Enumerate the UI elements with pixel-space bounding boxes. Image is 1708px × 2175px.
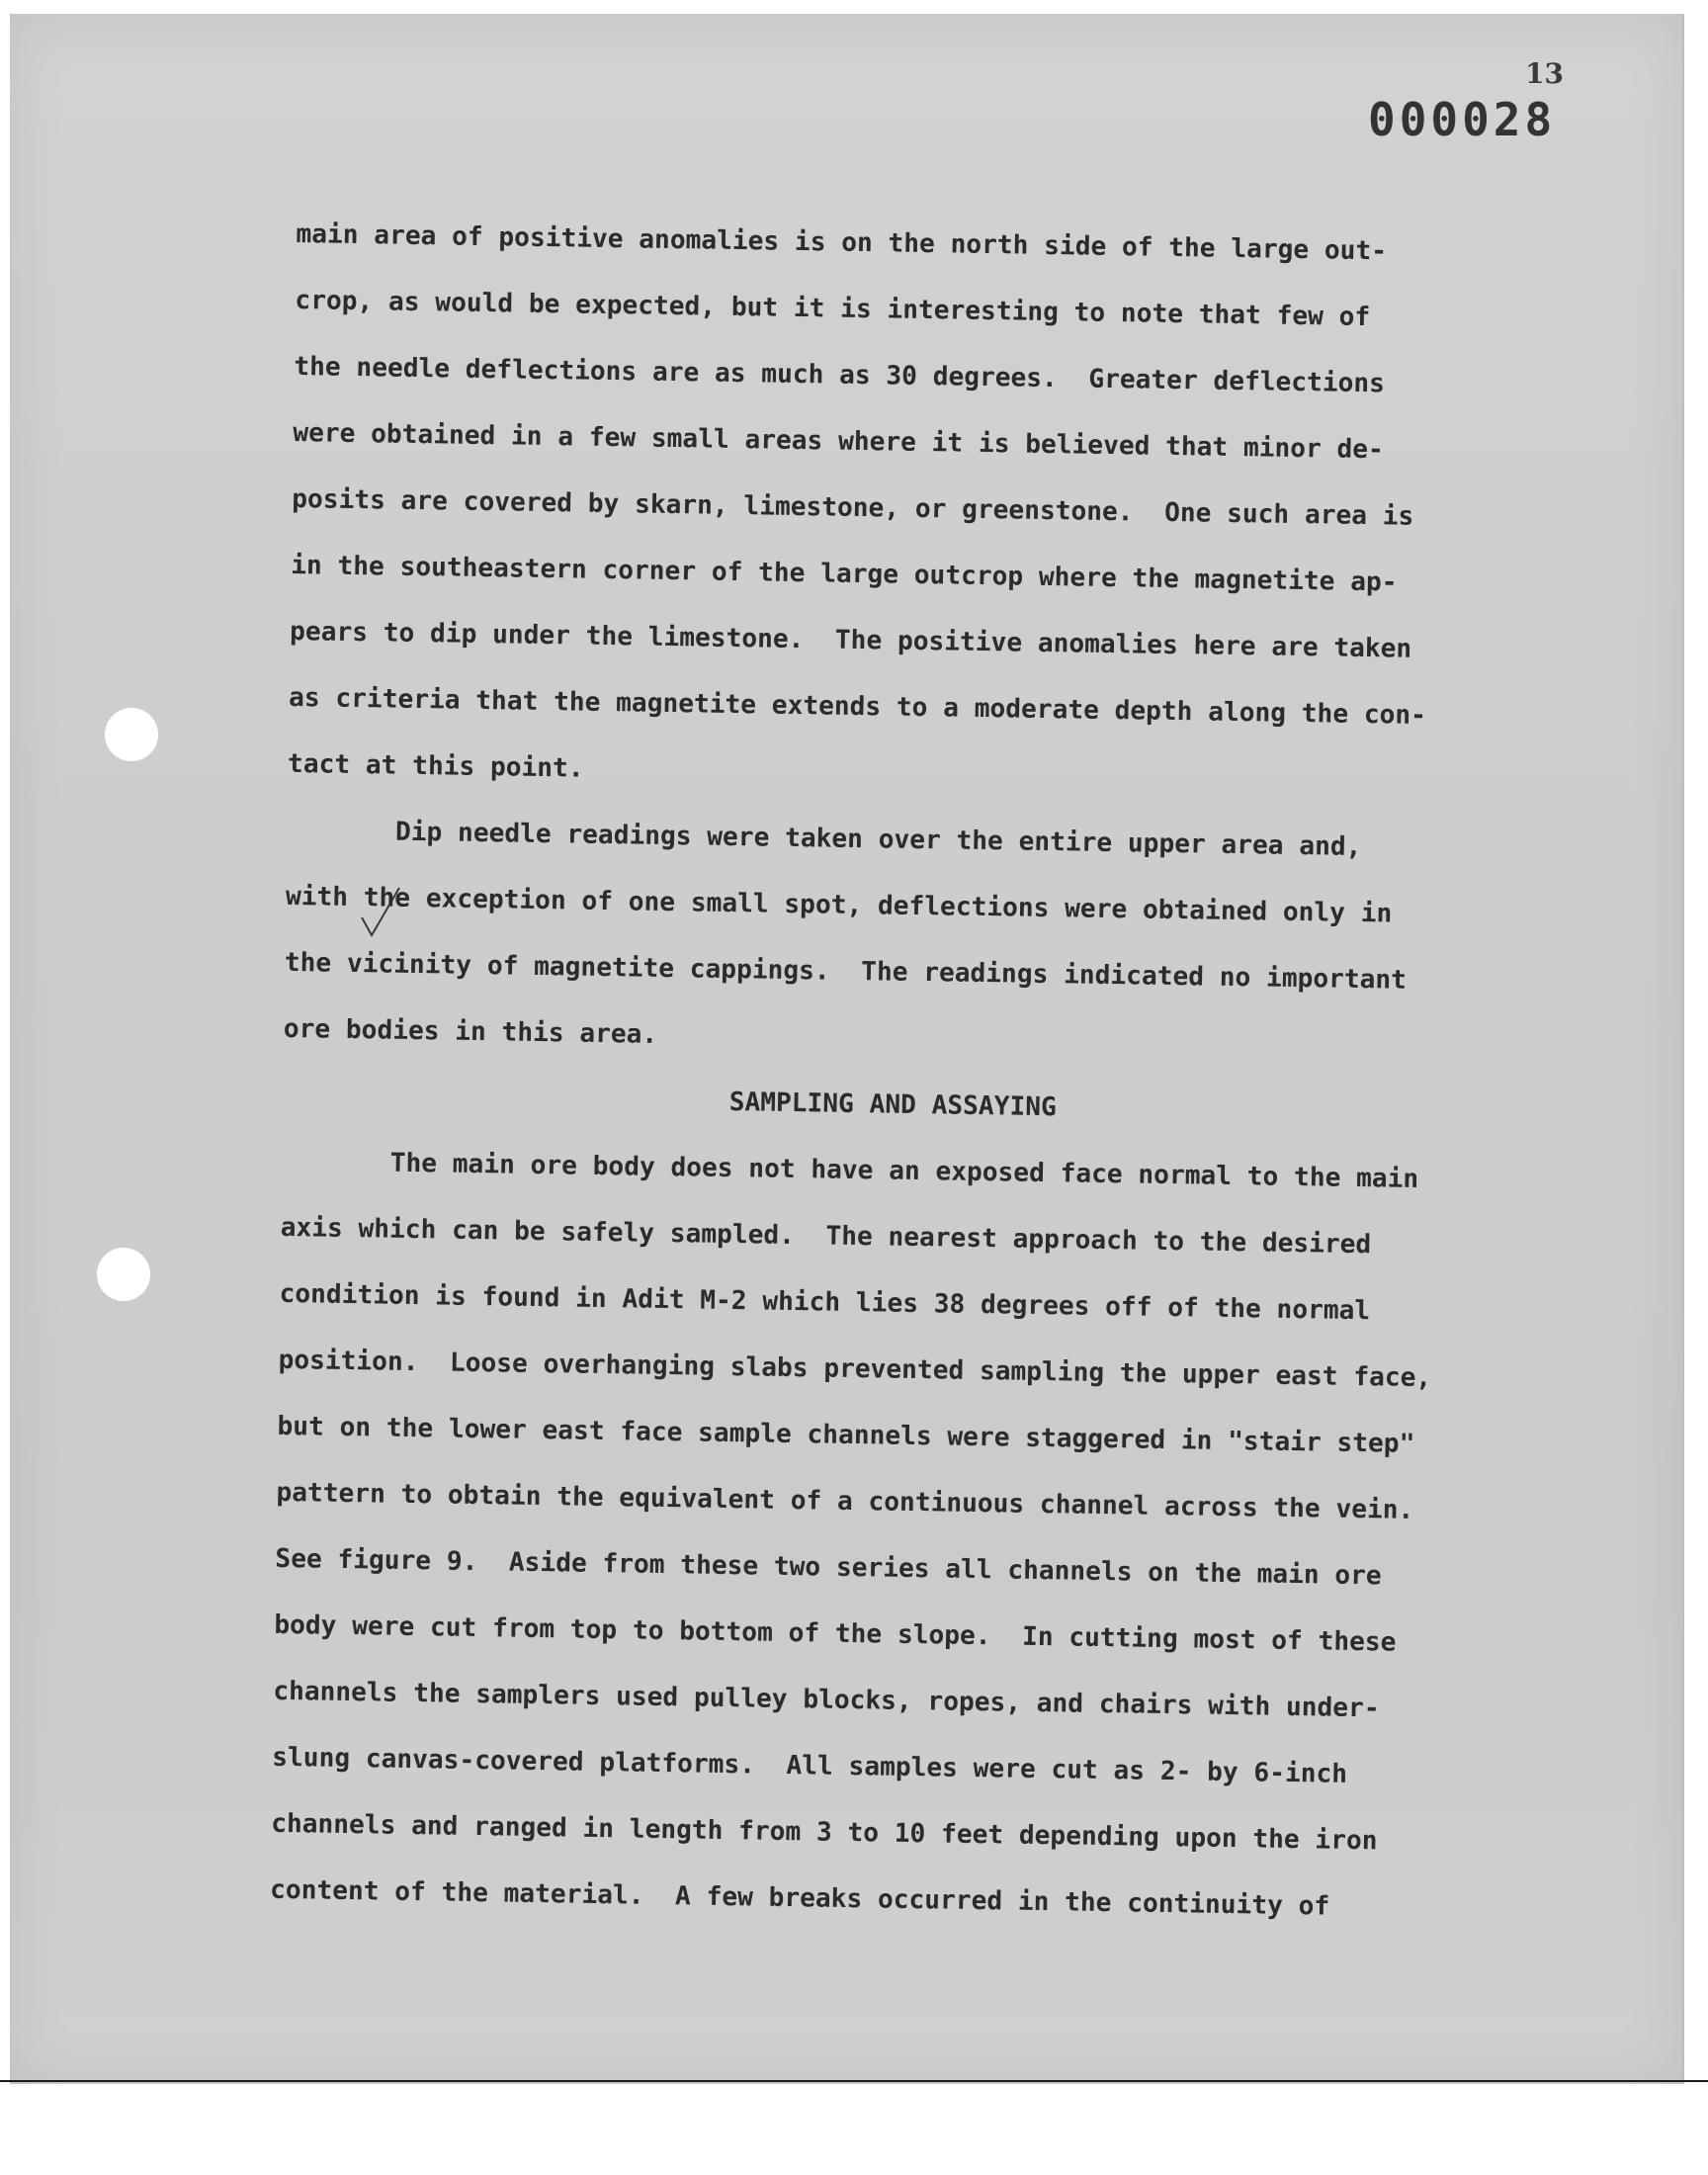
text-line: condition is found in Adit M-2 which lies 38 degrees off of the normal [279, 1278, 1371, 1327]
paragraph-anomalies [288, 202, 1517, 817]
scan-edge-rule [0, 2080, 1708, 2082]
document-stamp-number: 000028 [1368, 93, 1557, 146]
section-heading: SAMPLING AND ASSAYING [728, 1087, 1057, 1123]
text-line: body were cut from top to bottom of the slope. In cutting most of these [274, 1610, 1397, 1658]
text-line: posits are covered by skarn, limestone, or greenstone. One such area is [292, 483, 1414, 532]
text-line: See figure 9. Aside from these two series all channels on the main ore [275, 1543, 1382, 1592]
text-line: pears to dip under the limestone. The positive anomalies here are taken [289, 616, 1412, 664]
text-line: position. Loose overhanging slabs prevented sampling the upper east face, [278, 1345, 1432, 1394]
paragraph-dip-needle [283, 798, 1507, 1082]
text-line: content of the material. A few breaks occurred in the continuity of [269, 1874, 1330, 1922]
text-line: but on the lower east face sample channels were staggered in "stair step" [277, 1411, 1415, 1459]
text-line: were obtained in a few small areas where it is believed that minor de- [293, 417, 1385, 466]
text-line: crop, as would be expected, but it is interesting to note that few of [295, 285, 1371, 333]
text-line: pattern to obtain the equivalent of a continuous channel across the vein. [276, 1477, 1414, 1525]
text-line: in the southeastern corner of the large outcrop where the magnetite ap- [290, 550, 1398, 598]
text-line: the needle deflections are as much as 30 degrees. Greater deflections [294, 351, 1386, 399]
text-line: channels and ranged in length from 3 to 10 feet depending upon the iron [270, 1808, 1378, 1857]
punch-hole-icon [105, 708, 158, 761]
text-line: tact at this point. [287, 748, 584, 784]
text-line: axis which can be safely sampled. The nearest approach to the desired [280, 1212, 1372, 1261]
paper-sheet [10, 14, 1684, 2084]
document-body [270, 202, 1517, 1943]
paragraph-sampling [270, 1129, 1502, 1943]
text-line: The main ore body does not have an exposed face normal to the main [389, 1148, 1419, 1194]
text-line: with the exception of one small spot, deflections were obtained only in [285, 881, 1393, 929]
text-line: the vicinity of magnetite cappings. The readings indicated no important [284, 947, 1408, 996]
text-line: as criteria that the magnetite extends to a moderate depth along the con- [288, 682, 1427, 732]
text-line: Dip needle readings were taken over the entire upper area and, [394, 817, 1362, 863]
text-line: channels the samplers used pulley blocks, ropes, and chairs with under- [273, 1676, 1380, 1724]
punch-hole-icon [97, 1248, 150, 1301]
text-line: slung canvas-covered platforms. All samples were cut as 2- by 6-inch [272, 1742, 1348, 1789]
page-number: 13 [1525, 57, 1564, 90]
text-line: ore bodies in this area. [283, 1013, 658, 1050]
text-line: main area of positive anomalies is on the north side of the large out- [296, 218, 1388, 267]
